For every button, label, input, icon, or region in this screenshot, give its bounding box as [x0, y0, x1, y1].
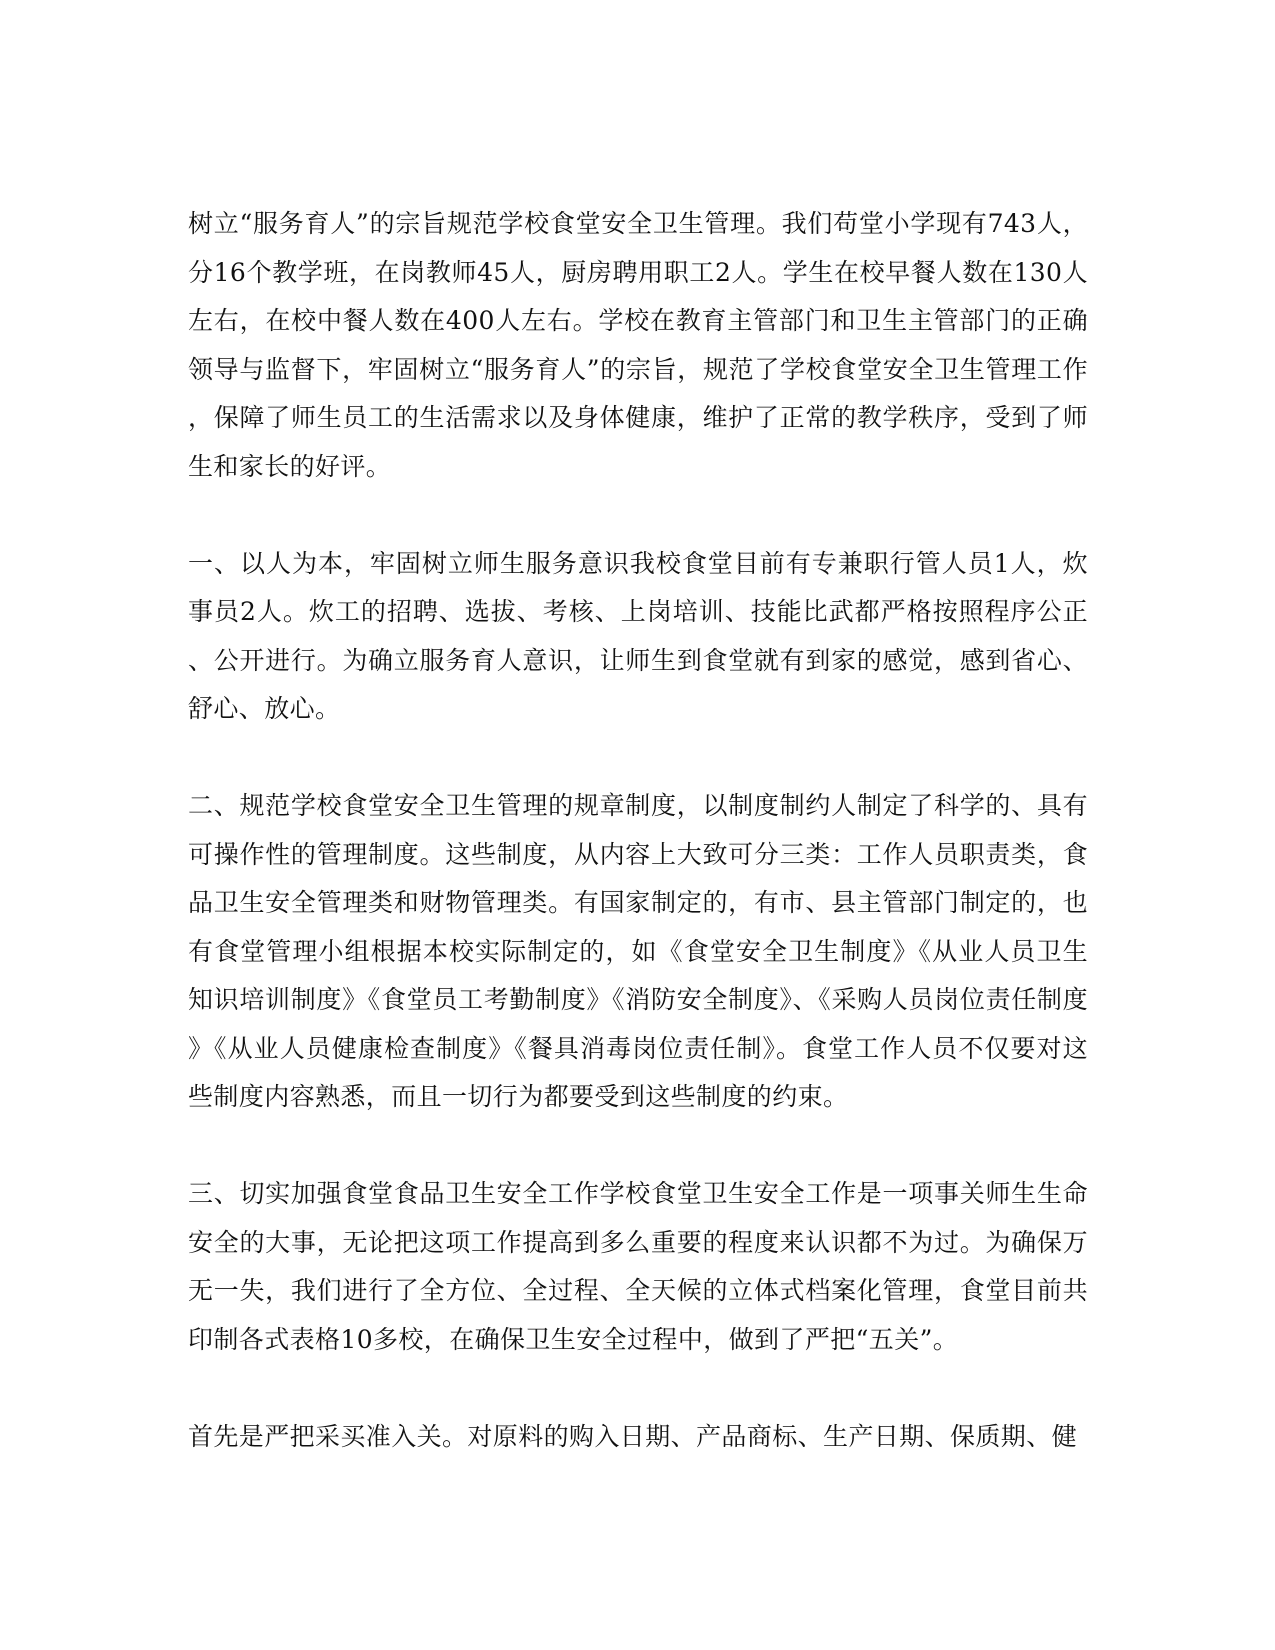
paragraph-first-gate: 首先是严把采买准入关。对原料的购入日期、产品商标、生产日期、保质期、健	[188, 1421, 1078, 1451]
paragraph-section-three: 三、切实加强食堂食品卫生安全工作学校食堂卫生安全工作是一项事关师生生命安全的大事，无论把这项工作提高到多么重要的程度来认识都不为过。为确保万无一失，我们进行了全方位、全过程、全天候的立体式档案化管理，食堂目前共印制各式表格10多校，在确保卫生安全过程中，做到了严把“五关”。	[188, 1179, 1088, 1354]
paragraph-section-two: 二、规范学校食堂安全卫生管理的规章制度，以制度制约人制定了科学的、具有可操作性的管理制度。这些制度，从内容上大致可分三类：工作人员职责类，食品卫生安全管理类和财物管理类。有国家制定的，有市、县主管部门制定的，也有食堂管理小组根据本校实际制定的，如《食堂安全卫生制度》《从业人员卫生知识培训制度》《食堂员工考勤制度》《消防安全制度》、《采购人员岗位责任制度》《从业人员健康检查制度》《餐具消毒岗位责任制》。食堂工作人员不仅要对这些制度内容熟悉，而且一切行为都要受到这些制度的约束。	[188, 791, 1088, 1111]
paragraph-section-one: 一、以人为本，牢固树立师生服务意识我校食堂目前有专兼职行管人员1人，炊事员2人。炊工的招聘、选拔、考核、上岗培训、技能比武都严格按照程序公正、公开进行。为确立服务育人意识，让师生到食堂就有到家的感觉，感到省心、舒心、放心。	[188, 548, 1088, 723]
paragraph-intro: 树立“服务育人”的宗旨规范学校食堂安全卫生管理。我们苟堂小学现有743人，分16个教学班，在岗教师45人，厨房聘用职工2人。学生在校早餐人数在130人左右，在校中餐人数在400人左右。学校在教育主管部门和卫生主管部门的正确领导与监督下，牢固树立“服务育人”的宗旨，规范了学校食堂安全卫生管理工作，保障了师生员工的生活需求以及身体健康，维护了正常的教学秩序，受到了师生和家长的好评。	[188, 209, 1088, 481]
document-body	[188, 200, 1088, 1461]
